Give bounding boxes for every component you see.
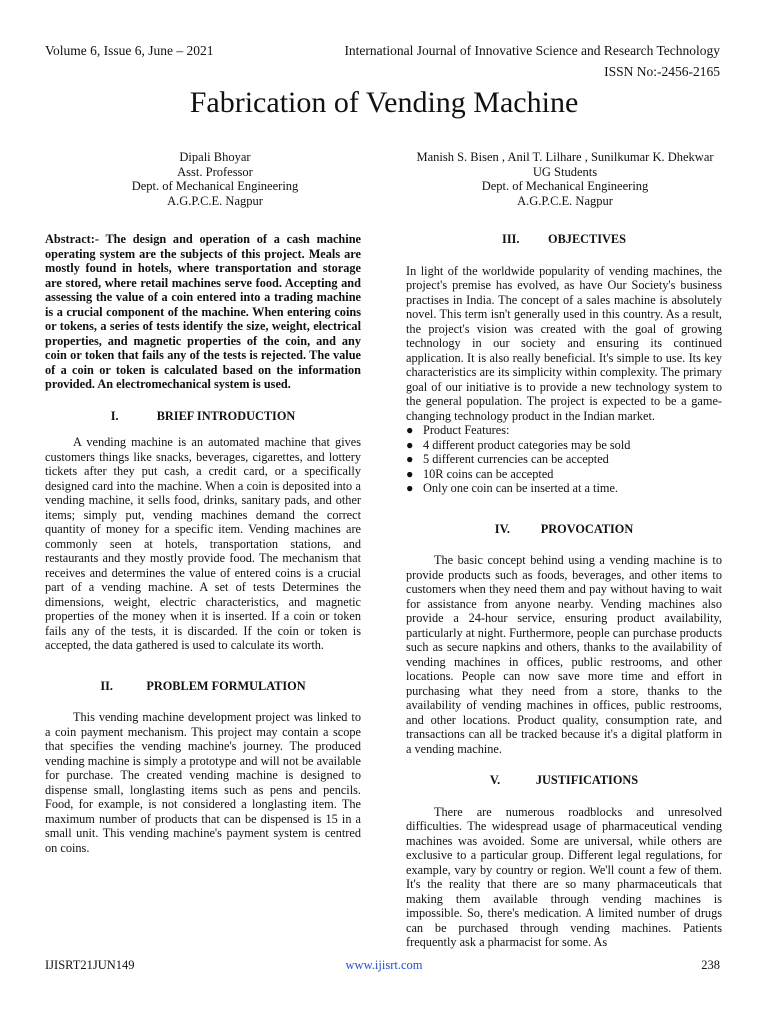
list-item: ● 4 different product categories may be sold [406, 437, 631, 452]
list-item: ● Only one coin can be inserted at a time. [406, 481, 618, 495]
right-column [406, 232, 722, 950]
section-title: JUSTIFICATIONS [535, 773, 639, 787]
section-intro-text: A vending machine is an automated machine that gives customers things like snacks, beverages, cigarettes, and lottery tickets after they put cash, a credit card, or a specifically designed card into the machine. When a coin is deposited into a vending machine, it sells food, drinks, sanitary pads, and other items; simply put, vending machines demand the correct quantity of money for a specific item. Vending machines are commonly seen at hotels, transportation stations, and restaurants and they mostly provide food. The mechanism that receives and determines the value of entered coins is a crucial part of a vending machine. A set of tests Determines the dimensions, weight, electric characteristics, and magnetic properties of the money when it is inserted. If a coin or token fails any of the tests, it is discarded. If the coin or token is accepted, the data gathered is used to calculate its worth. [45, 435, 361, 652]
author-role: Asst. Professor [177, 164, 253, 179]
list-item: ● 5 different currencies can be accepted [406, 452, 609, 466]
bullet-icon: ● [406, 437, 414, 452]
bullet-icon: ● [406, 466, 414, 481]
list-item: ● 10R coins can be accepted [406, 466, 554, 481]
author-name: Dipali Bhoyar [179, 150, 251, 164]
bullet-icon: ● [406, 452, 414, 466]
section-number: I. [110, 408, 119, 423]
section-number: III. [502, 232, 520, 246]
section-heading-provocation [406, 522, 722, 537]
section-number: II. [100, 678, 113, 693]
author-role: UG Students [532, 164, 598, 179]
section-number: IV. [494, 521, 510, 536]
footer-website-link[interactable]: www.ijisrt.com [345, 958, 423, 972]
section-problem-text: This vending machine development project was linked to a coin payment mechanism. This project may contain a scope that specifies the vending machine's journey. The produced vending machine is simply a prototype and will not be available for purchase. The created vending machine is designed to dispense small, longlasting items such as pens and pencils. Food, for example, is not considered a longlasting item. The maximum number of products that can be dispensed is 15 in a small unit. This vending machine's payment system is centred on coins. [45, 710, 361, 855]
section-provocation-text: The basic concept behind using a vending machine is to provide products such as foods, beverages, and other items to customers when they need them and pay without having to wait for assistance from anyone nearby. Vending machines also provide a 24-hour service, ensuring product availability, particularly at night. Furthermore, people can purchase products such as secure napkins and others, thanks to the availability of vending machines in offices, public restrooms, and other locations. People can now save more time and effort in purchasing what they need from a store, thanks to the availability of vending machines in offices, public restrooms, and other locations. Product quality, consumption rate, and transactions can all be tracked because it's a digital platform in a vending machine. [406, 553, 722, 756]
section-heading-intro [45, 409, 361, 424]
author-name: Manish S. Bisen , Anil T. Lilhare , Sunilkumar K. Dhekwar [416, 150, 714, 164]
author-department: Dept. of Mechanical Engineering [131, 179, 299, 194]
section-number: V. [489, 773, 501, 787]
list-item: ● Product Features: [406, 423, 510, 437]
abstract: Abstract:- The design and operation of a cash machine operating system are the subjects of this project. Meals are mostly found in hotels, where transportation and storage are stored, where retail machines serve food. Accepting and assessing the value of a coin entered into a trading machine is a crucial component of the machine. When entering coins or tokens, a series of tests identify the size, weight, electrical properties, and magnetic properties of the coin, and any coin or token that fails any of the tests is rejected. The value of a coin or token is calculated based on the information provided. An electromechanical system is used. [45, 232, 361, 391]
footer-paper-id: IJISRT21JUN149 [45, 958, 135, 972]
running-header-volume: Volume 6, Issue 6, June – 2021 [45, 43, 214, 58]
bullet-icon: ● [406, 481, 414, 495]
section-heading-objectives [406, 232, 722, 247]
section-justifications-text: There are numerous roadblocks and unresolved difficulties. The widespread usage of pharmaceutical vending machines was avoided. Some are universal, while others are exclusive to a particular group. Different legal regulations, for example, vary by country or region. We'll count a few of them. It's the reality that there are so many pharmaceuticals that making them available through vending machines is impossible. So, there's medication. A limited number of drugs can be purchased through vending machines. Patients frequently ask a pharmacist for some. As [406, 804, 722, 949]
left-column [45, 232, 361, 855]
author-college: A.G.P.C.E. Nagpur [517, 193, 613, 208]
section-title: OBJECTIVES [548, 232, 626, 246]
section-objectives-text: In light of the worldwide popularity of vending machines, the project's premise has evolved, as have Our Society's business practises in India. The concept of a sales machine is absolutely novel. This term isn't generally used in this country. As a result, the project's vision was created with the goal of growing technology in our society and ensuring its continued application. It is also really beneficial. It's simple to use. Its key characteristics are its simplicity within complexity. The primary goal of our initiative is to provide a new technology system to the general population. The project is expected to be a game-changing technology product in the Indian market. [406, 263, 722, 423]
bullet-icon: ● [406, 423, 414, 437]
running-header-journal: International Journal of Innovative Science and Research Technology [344, 43, 720, 58]
section-heading-justifications [406, 773, 722, 788]
paper-title: Fabrication of Vending Machine [189, 86, 579, 119]
author-block-1 [45, 150, 385, 208]
feature-list [406, 423, 722, 496]
section-title: PROVOCATION [540, 521, 634, 536]
section-title: BRIEF INTRODUCTION [156, 408, 296, 423]
author-department: Dept. of Mechanical Engineering [481, 179, 649, 194]
author-college: A.G.P.C.E. Nagpur [167, 193, 263, 208]
section-heading-problem [45, 679, 361, 694]
running-header-issn: ISSN No:-2456-2165 [604, 64, 720, 79]
section-title: PROBLEM FORMULATION [146, 678, 306, 693]
author-block-2 [400, 150, 730, 208]
footer-page-number: 238 [701, 958, 720, 972]
